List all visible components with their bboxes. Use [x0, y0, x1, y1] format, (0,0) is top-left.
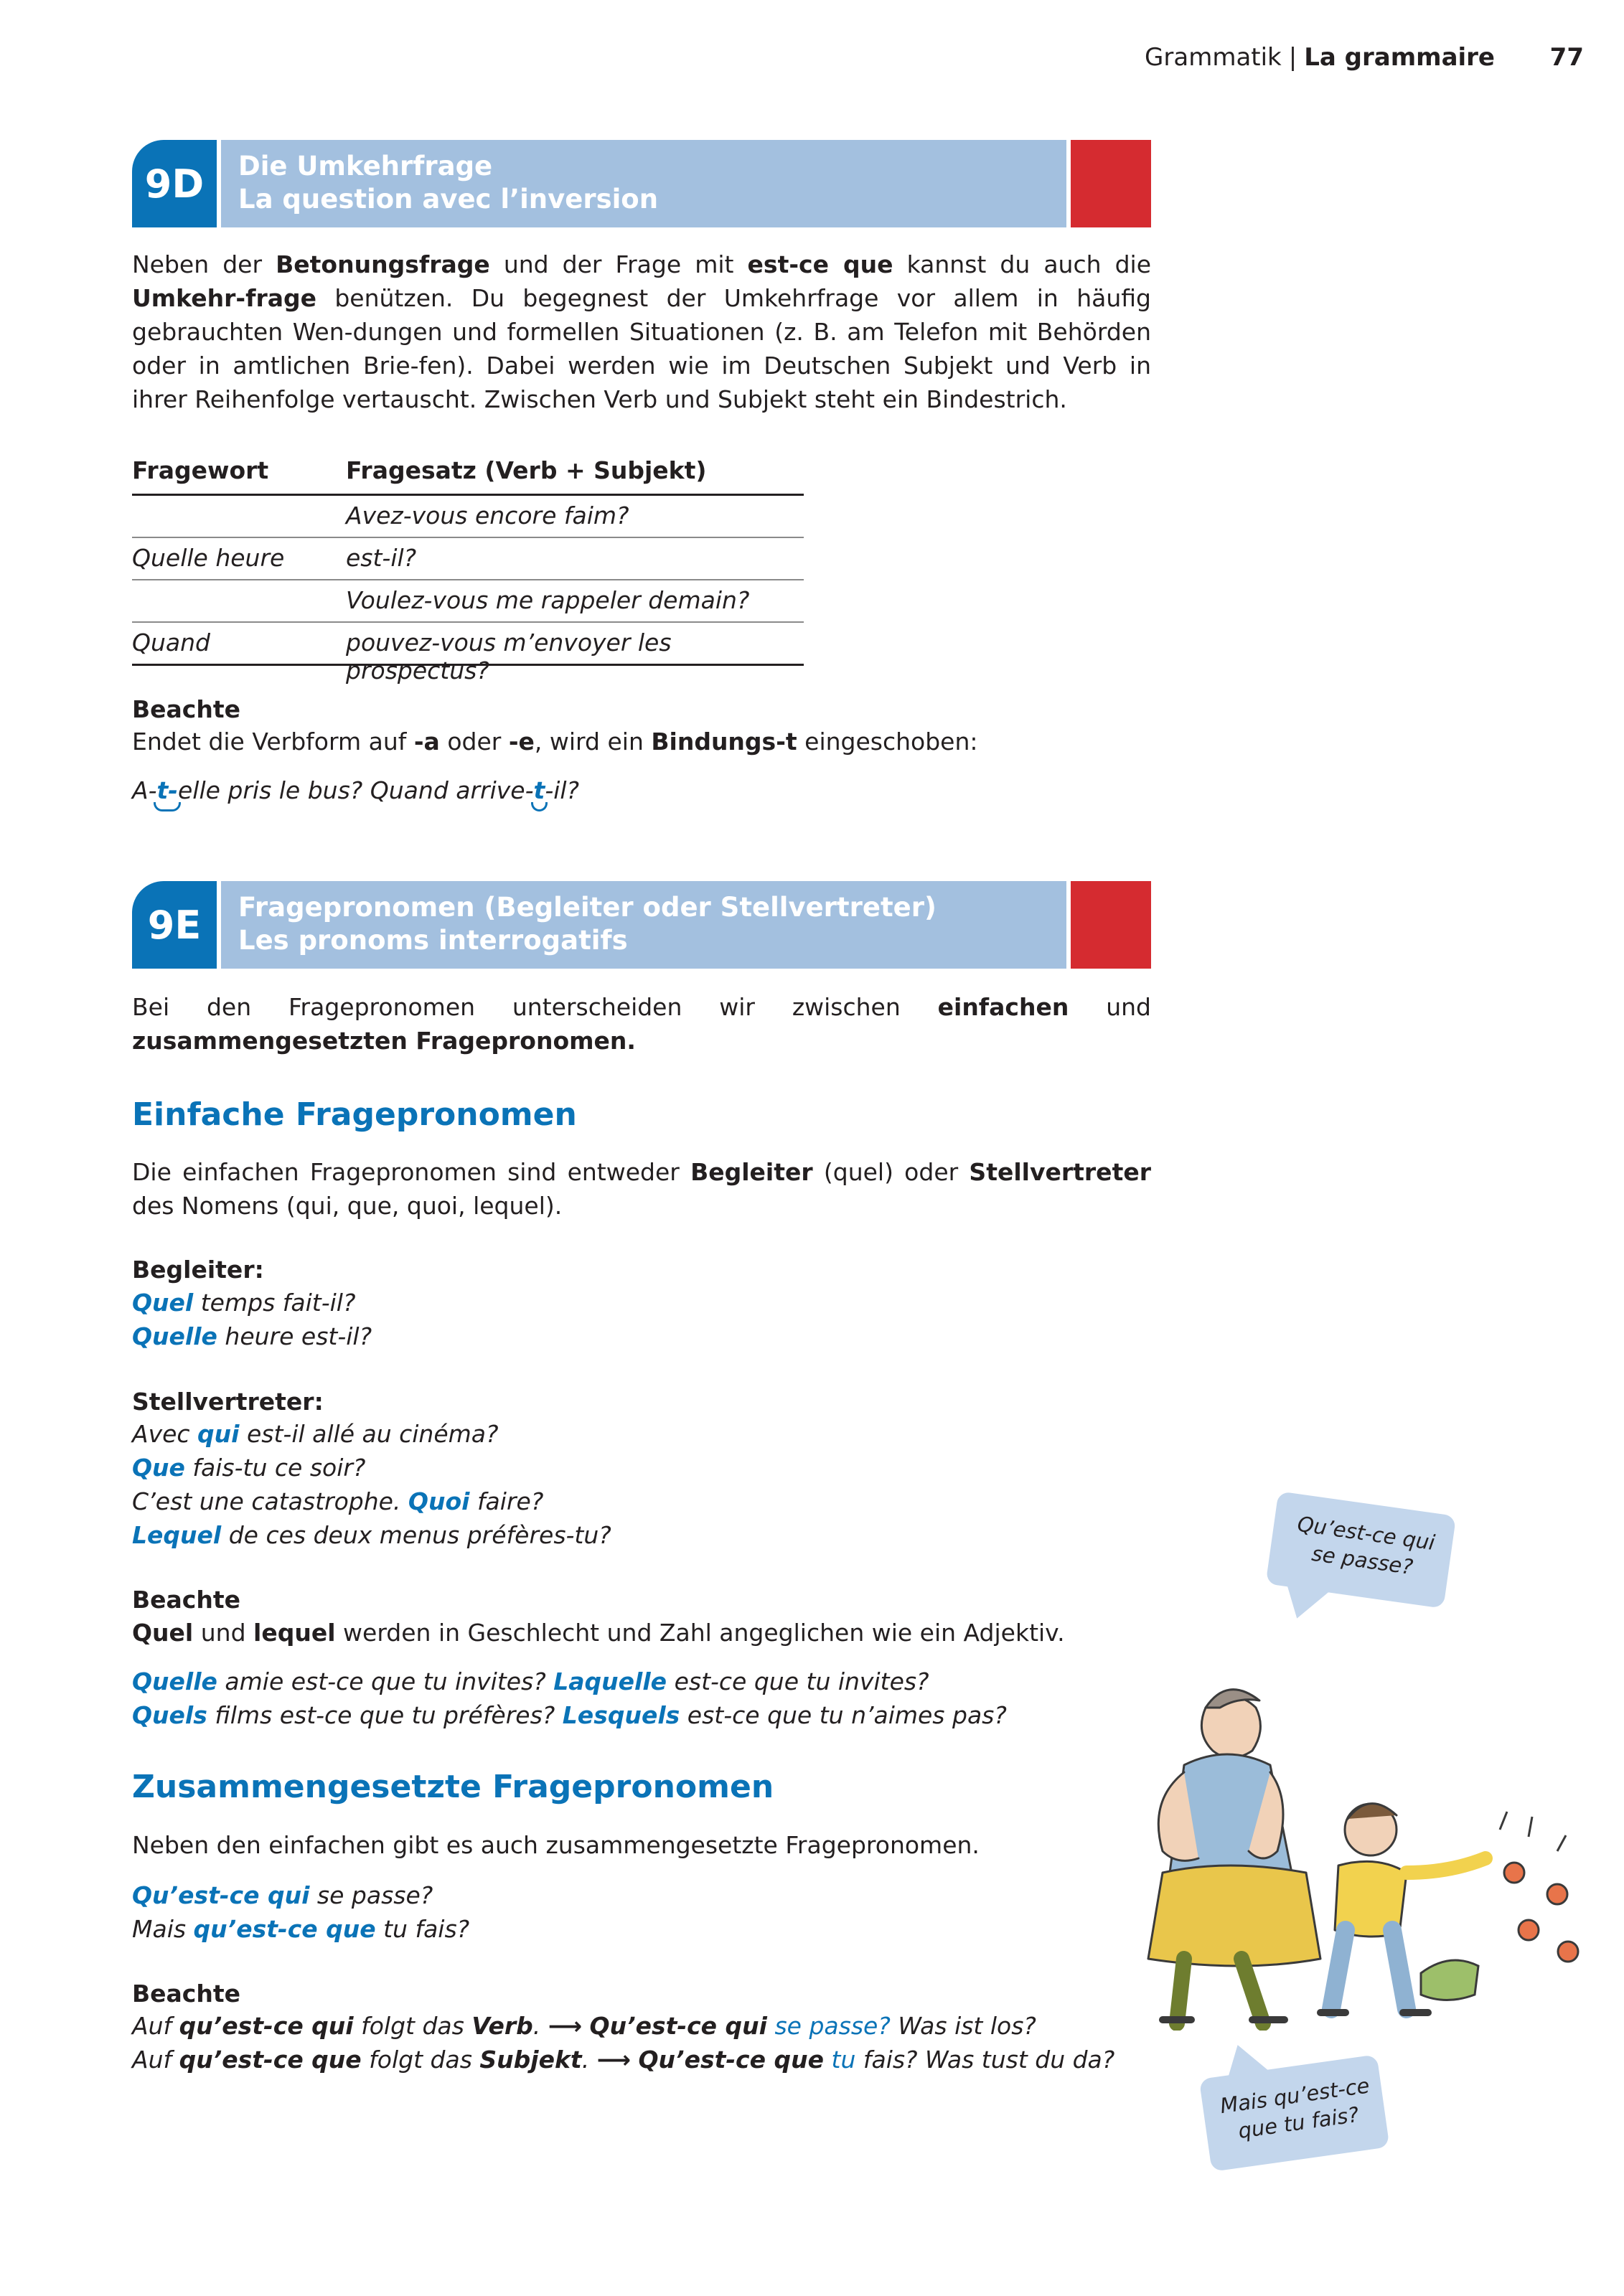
highlighted-pronoun: qui — [197, 1420, 240, 1448]
binding-t: t — [534, 773, 545, 807]
bold-term: Quel — [132, 1619, 194, 1647]
section-9e-title-bar — [221, 881, 1066, 969]
highlighted-pronoun: Quoi — [408, 1487, 470, 1515]
illustration-mother-scolding-boy — [1098, 1657, 1586, 2031]
example-text: est-ce que tu n’aimes pas? — [680, 1701, 1007, 1729]
note2-lines — [132, 2009, 1208, 2076]
section-9e-red-block — [1071, 881, 1151, 969]
example-text: amie est-ce que tu invites? — [217, 1667, 554, 1695]
running-head — [1145, 42, 1495, 73]
table-row — [132, 496, 804, 538]
example-text: heure est-il? — [217, 1322, 372, 1350]
example-text: se passe? — [309, 1881, 433, 1909]
highlighted-part: tu — [831, 2046, 856, 2074]
example-line — [132, 1417, 1151, 1451]
example-text — [582, 2012, 590, 2040]
speech-bubble-top-text: Qu’est-ce qui se passe? — [1295, 1511, 1437, 1580]
section-9d-badge: 9D — [132, 140, 217, 227]
bold-term: Betonungsfrage — [276, 250, 490, 278]
question-table-header-col2: Fragesatz (Verb + Subjekt) — [346, 456, 707, 484]
example-text: folgt das — [361, 2046, 480, 2074]
broken-flower-pot-icon — [1421, 1812, 1578, 2000]
bold-term: einfachen — [937, 993, 1069, 1021]
text-run: und — [193, 1619, 254, 1647]
highlighted-pronoun: Que — [132, 1454, 185, 1482]
example-text: folgt das — [353, 2012, 472, 2040]
note1-examples — [132, 1665, 1151, 1732]
bold-term: lequel — [253, 1619, 336, 1647]
example-line — [132, 1665, 1151, 1698]
table-row — [132, 580, 804, 623]
bold-italic-term: Qu’est-ce qui — [589, 2012, 767, 2040]
bold-italic-term: Verb — [471, 2012, 533, 2040]
arrow-icon: ⟶ — [548, 2012, 583, 2040]
example-text: Auf — [132, 2046, 179, 2074]
example-line — [132, 2009, 1208, 2043]
section-9d-title-fr: La question avec l’inversion — [238, 184, 659, 215]
zusammen-examples — [132, 1878, 1151, 1946]
example-text: fais? Was tust du da? — [855, 2046, 1115, 2074]
example-text: Avec — [132, 1420, 198, 1448]
text-run: , wird ein — [534, 728, 652, 756]
section-9d-red-block — [1071, 140, 1151, 227]
section-9d-note — [132, 725, 1151, 758]
stellvertreter-title: Stellvertreter: — [132, 1388, 324, 1416]
example-text: temps fait-il? — [193, 1289, 356, 1317]
table-cell-fragewort: Quelle heure — [132, 544, 285, 572]
example-line — [132, 1319, 1151, 1353]
highlighted-pronoun: Lesquels — [562, 1701, 680, 1729]
table-row — [132, 623, 804, 684]
example-line — [132, 2043, 1208, 2076]
running-head-section-fr: La grammaire — [1304, 43, 1495, 72]
section-9e-intro — [132, 990, 1151, 1058]
text-run: benützen. Du begegnest der Umkehrfrage vor allem in häufig gebrauchten Wen-dungen und formellen Situationen (z. B. am Telefon mit Behörden oder in amtlichen Brie-fen). Dabei werden wie im Deutschen Subjekt und Verb in ihrer Reihenfolge vertauscht. Zwischen Verb und Subjekt steht ein Bindestrich. — [132, 284, 1151, 413]
text-run: kannst du auch die — [893, 250, 1151, 278]
bold-italic-term: Qu’est-ce que — [638, 2046, 824, 2074]
text-run: des Nomens (qui, que, quoi, lequel). — [132, 1192, 563, 1220]
text-run: eingeschoben: — [797, 728, 978, 756]
question-table-header — [132, 452, 804, 496]
zusammen-text: Neben den einfachen gibt es auch zusammengesetzte Fragepronomen. — [132, 1831, 980, 1859]
text-run: Neben der — [132, 250, 276, 278]
bold-term: Bindungs-t — [651, 728, 797, 756]
example-text — [824, 2046, 832, 2074]
example-text: C’est une catastrophe. — [132, 1487, 408, 1515]
running-head-section-de: Grammatik — [1145, 43, 1282, 72]
begleiter-examples — [132, 1286, 1151, 1353]
text-run: werden in Geschlecht und Zahl angeglichen wie ein Adjektiv. — [335, 1619, 1065, 1647]
section-9e-header — [132, 881, 1151, 969]
begleiter-title: Begleiter: — [132, 1256, 264, 1284]
section-9e-title-de: Fragepronomen (Begleiter oder Stellvertreter) — [238, 892, 937, 923]
speech-bubble-top — [1264, 1491, 1456, 1622]
bold-italic-term: Subjekt — [479, 2046, 582, 2074]
binding-t: t- — [156, 773, 177, 807]
arrow-icon: ⟶ — [596, 2046, 631, 2074]
example-text: Mais — [132, 1915, 194, 1943]
highlighted-pronoun: Lequel — [132, 1521, 222, 1549]
example-text: de ces deux menus préfères-tu? — [221, 1521, 611, 1549]
text-run: Endet die Verbform auf — [132, 728, 414, 756]
example-line — [132, 1485, 1151, 1518]
section-9d-note-title: Beachte — [132, 695, 241, 723]
highlighted-pronoun: Laquelle — [553, 1667, 667, 1695]
example-text — [767, 2012, 775, 2040]
heading-einfache-fragepronomen: Einfache Fragepronomen — [132, 1096, 577, 1133]
text-run: Die einfachen Fragepronomen sind entweder — [132, 1158, 691, 1186]
text-run: und — [1069, 993, 1151, 1021]
table-cell-fragesatz: Voulez-vous me rappeler demain? — [346, 586, 750, 614]
text-run: oder — [439, 728, 509, 756]
speech-bubble-bottom — [1199, 2054, 1391, 2186]
bold-term: Umkehr-frage — [132, 284, 316, 312]
question-table — [132, 452, 804, 684]
example-text: -il? — [545, 776, 580, 804]
bold-term: Stellvertreter — [969, 1158, 1151, 1186]
bold-italic-term: qu’est-ce qui — [179, 2012, 354, 2040]
example-line — [132, 1451, 1151, 1485]
bold-term: Begleiter — [690, 1158, 813, 1186]
bold-term: -a — [413, 728, 440, 756]
section-9d-intro — [132, 248, 1151, 416]
example-text: Was ist los? — [890, 2012, 1036, 2040]
example-text: elle pris le bus? Quand arrive- — [177, 776, 534, 804]
highlighted-pronoun: Quelle — [132, 1667, 217, 1695]
table-row — [132, 538, 804, 580]
example-text: est-il allé au cinéma? — [239, 1420, 499, 1448]
example-text: films est-ce que tu préfères? — [207, 1701, 563, 1729]
note2-title: Beachte — [132, 1980, 241, 2008]
example-text: Auf — [132, 2012, 179, 2040]
question-table-header-col1: Fragewort — [132, 456, 269, 484]
example-line — [132, 1286, 1151, 1319]
einfache-text — [132, 1155, 1151, 1223]
section-9d-header — [132, 140, 1151, 227]
heading-zusammengesetzte-fragepronomen: Zusammengesetzte Fragepronomen — [132, 1769, 774, 1805]
stellvertreter-examples — [132, 1417, 1151, 1552]
section-9d-title-bar — [221, 140, 1066, 227]
highlighted-pronoun: Qu’est-ce qui — [132, 1881, 310, 1909]
note1-text — [132, 1616, 1151, 1650]
text-run: (quel) oder — [812, 1158, 970, 1186]
page-number: 77 — [1549, 43, 1584, 72]
text-run: Bei den Fragepronomen unterscheiden wir zwischen — [132, 993, 938, 1021]
highlighted-pronoun: Quel — [132, 1289, 194, 1317]
highlighted-pronoun: qu’est-ce que — [193, 1915, 376, 1943]
note1-title: Beachte — [132, 1586, 241, 1614]
bold-italic-term: qu’est-ce que — [179, 2046, 362, 2074]
example-text — [631, 2046, 639, 2074]
example-text: faire? — [469, 1487, 544, 1515]
table-cell-fragesatz: est-il? — [346, 544, 417, 572]
running-head-separator: | — [1288, 43, 1297, 72]
bold-term: -e — [508, 728, 535, 756]
highlighted-pronoun: Quelle — [132, 1322, 217, 1350]
example-text: . — [532, 2012, 548, 2040]
bold-term: zusammengesetzten Fragepronomen. — [132, 1027, 636, 1055]
section-9e-badge: 9E — [132, 881, 217, 969]
example-text: A- — [132, 776, 157, 804]
section-9d-example — [132, 773, 1151, 807]
example-line — [132, 1912, 1151, 1946]
table-cell-fragewort: Quand — [132, 629, 210, 657]
example-text: . — [581, 2046, 597, 2074]
highlighted-part: se passe? — [774, 2012, 891, 2040]
text-run: und der Frage mit — [489, 250, 748, 278]
speech-bubble-bottom-text: Mais qu’est-ce que tu fais? — [1218, 2073, 1371, 2144]
section-9e-title-fr: Les pronoms interrogatifs — [238, 925, 628, 956]
bold-term: est-ce que — [747, 250, 893, 278]
example-text: est-ce que tu invites? — [667, 1667, 929, 1695]
table-cell-fragesatz: pouvez-vous m’envoyer les prospectus? — [346, 629, 672, 684]
example-line — [132, 1878, 1151, 1912]
example-text: fais-tu ce soir? — [184, 1454, 366, 1482]
mother-figure-icon — [1148, 1690, 1320, 2023]
highlighted-pronoun: Quels — [132, 1701, 207, 1729]
table-cell-fragesatz: Avez-vous encore faim? — [346, 502, 629, 530]
example-line — [132, 1698, 1151, 1732]
section-9d-title-de: Die Umkehrfrage — [238, 151, 493, 182]
example-line — [132, 1518, 1151, 1552]
example-text: tu fais? — [375, 1915, 470, 1943]
